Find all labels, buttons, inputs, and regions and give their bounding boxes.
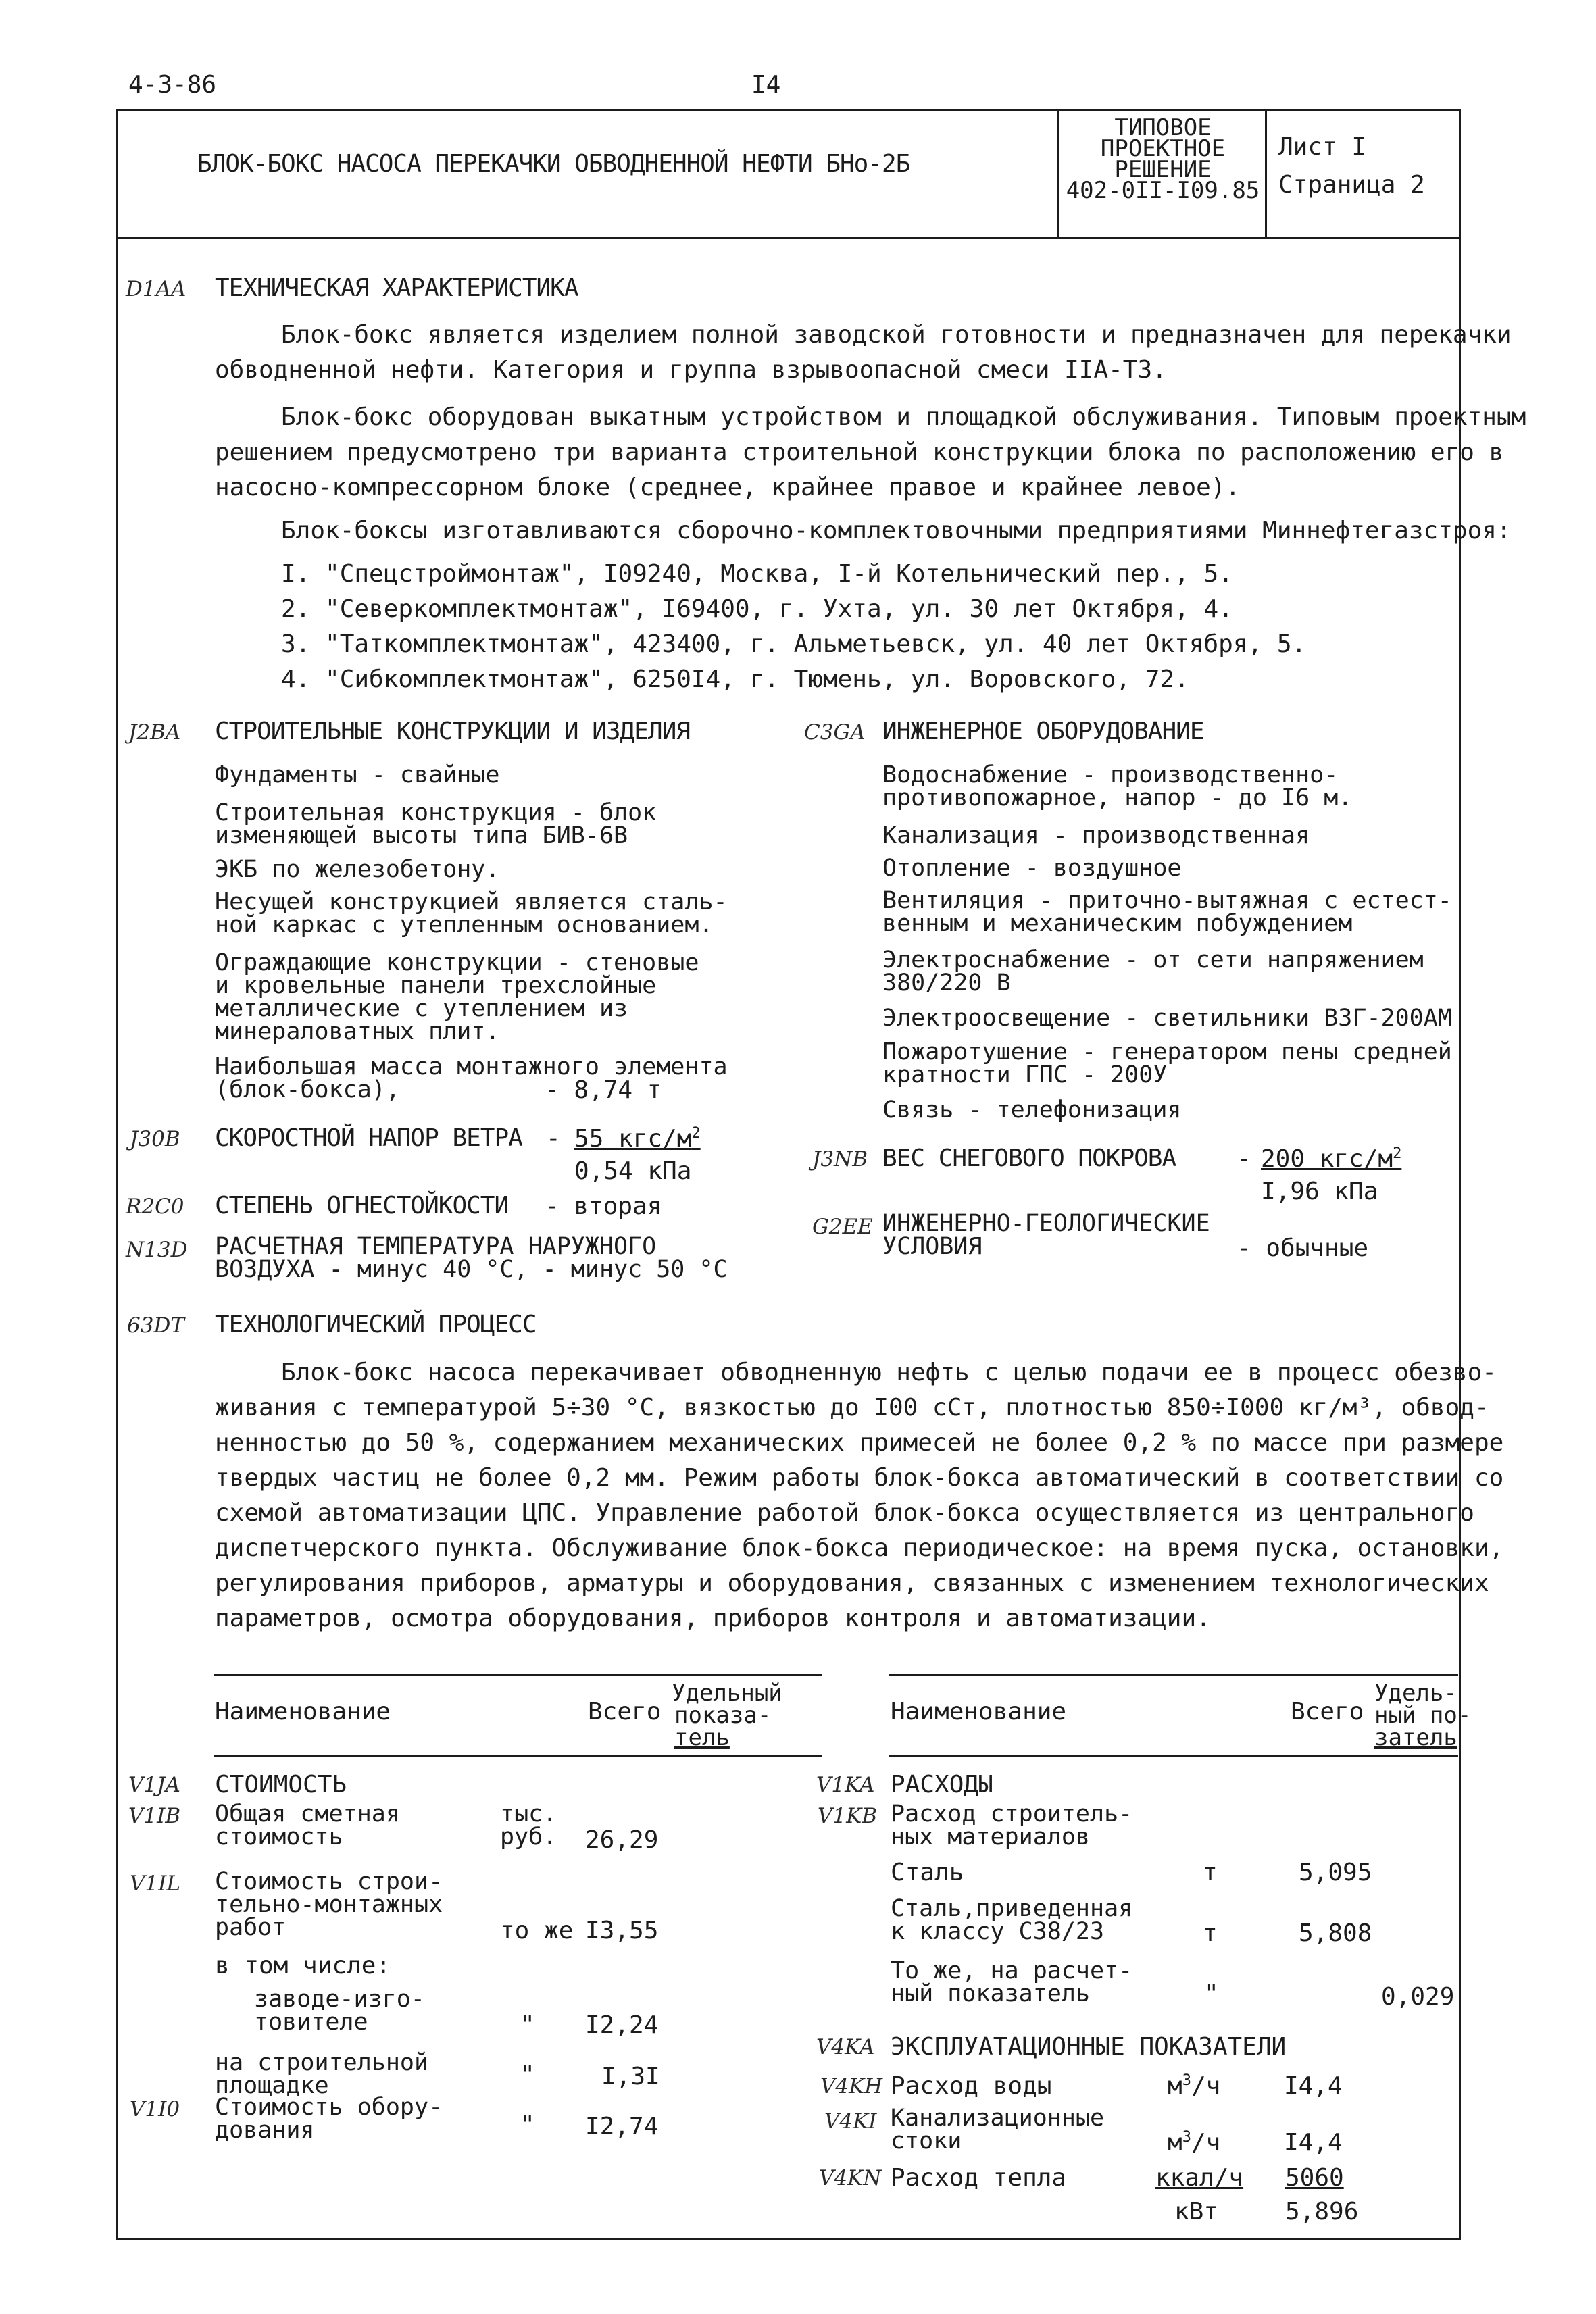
- row-total: I3,55: [585, 1917, 659, 1944]
- text-line: Пожаротушение - генератором пены средней: [882, 1038, 1452, 1065]
- text-line: схемой автоматизации ЦПС. Управление работой блок-бокса осуществляется из центрального: [215, 1499, 1474, 1527]
- section-code: R2C0: [126, 1194, 184, 1219]
- text-line: Наибольшая масса монтажного элемента: [215, 1053, 728, 1080]
- snow-value-kpa: I,96 кПа: [1261, 1178, 1378, 1205]
- text-line: ный по-: [1374, 1702, 1472, 1729]
- row-unit: $м^3/ч$: [1168, 2129, 1221, 2157]
- row-code: V4KH: [820, 2074, 883, 2098]
- text-line: к классу С38/23: [891, 1918, 1105, 1945]
- row-unit: кВт: [1174, 2198, 1219, 2225]
- snow-value: [1261, 1145, 1401, 1174]
- row-total: I2,74: [585, 2113, 659, 2140]
- text-line: ЭКБ по железобетону.: [215, 856, 500, 883]
- row-unit: ": [520, 2011, 535, 2039]
- text-line: Общая сметная: [215, 1801, 400, 1828]
- row-name: [891, 2107, 1104, 2153]
- text-line: кратности ГПС - 200У: [882, 1061, 1168, 1088]
- frame-left: [116, 239, 118, 2239]
- text-line: работ: [215, 1914, 286, 1941]
- text-line: Водоснабжение - производственно-: [882, 761, 1339, 788]
- list-item: 2. "Северкомплектмонтаж", I69400, г. Ухта, ул. 30 лет Октября, 4.: [281, 595, 1233, 623]
- text-line: изменяющей высоты типа БИВ-6В: [215, 822, 628, 849]
- tech-paragraph-1: [215, 318, 1512, 388]
- tech-paragraph-2: [215, 400, 1526, 505]
- row-name: СТОИМОСТЬ: [215, 1771, 347, 1799]
- section-heading: ИНЖЕНЕРНОЕ ОБОРУДОВАНИЕ: [882, 718, 1204, 745]
- text-line: Канализационные: [891, 2105, 1105, 2132]
- text-line: Ограждающие конструкции - стеновые: [215, 949, 699, 976]
- list-item: 3. "Таткомплектмонтаж", 423400, г. Альметьевск, ул. 40 лет Октября, 5.: [281, 630, 1307, 658]
- text-line: Стоимость обору-: [215, 2094, 443, 2121]
- text-line: ной каркас с утепленным основанием.: [215, 911, 714, 938]
- text-line: ных материалов: [891, 1823, 1091, 1851]
- wind-label: СКОРОСТНОЙ НАПОР ВЕТРА: [215, 1124, 522, 1152]
- wind-value-text: 55 кгс/м: [574, 1125, 692, 1153]
- text-line: противопожарное, напор - до I6 м.: [882, 784, 1353, 811]
- text-line: обводненной нефти. Категория и группа взрывоопасной смеси IIА-Т3.: [215, 356, 1167, 384]
- text-line: Расход строитель-: [891, 1801, 1133, 1828]
- text-line: руб.: [500, 1823, 557, 1851]
- text-line: УСЛОВИЯ: [882, 1233, 982, 1260]
- text-line: ВОЗДУХА - минус 40 °С, - минус 50 °С: [215, 1256, 728, 1283]
- text-line: Удель-: [1374, 1680, 1457, 1707]
- row-name: [215, 1801, 400, 1851]
- section-heading: СТРОИТЕЛЬНЫЕ КОНСТРУКЦИИ И ИЗДЕЛИЯ: [215, 718, 690, 745]
- snow-dash: -: [1237, 1145, 1251, 1173]
- project-line: ПРОЕКТНОЕ: [1100, 135, 1226, 162]
- row-code: V1KB: [818, 1804, 878, 1828]
- row-total: 26,29: [585, 1826, 659, 1854]
- text-line: ИНЖЕНЕРНО-ГЕОЛОГИЧЕСКИЕ: [882, 1210, 1210, 1237]
- table-left-top-rule: [214, 1674, 822, 1676]
- table-left-col-specific: [672, 1682, 782, 1749]
- header-title: БЛОК-БОКС НАСОСА ПЕРЕКАЧКИ ОБВОДНЕННОЙ НЕФТИ БНо-2Б: [197, 150, 910, 178]
- text-line: РАСЧЕТНАЯ ТЕМПЕРАТУРА НАРУЖНОГО: [215, 1233, 657, 1260]
- row-code: V4KI: [824, 2109, 877, 2134]
- text-line: металлические с утеплением из: [215, 995, 628, 1022]
- eng-item: [882, 824, 1310, 847]
- text-line: Отопление - воздушное: [882, 855, 1182, 882]
- section-heading: ТЕХНИЧЕСКАЯ ХАРАКТЕРИСТИКА: [215, 274, 578, 302]
- build-item: [215, 801, 656, 847]
- text-line: товителе: [254, 2009, 368, 2036]
- text-line: 380/220 В: [882, 970, 1011, 997]
- section-code: J30B: [130, 1127, 180, 1151]
- text-line: стоимость: [215, 1823, 343, 1851]
- page-label: Страница 2: [1278, 171, 1425, 199]
- table-right-header-rule: [889, 1755, 1458, 1757]
- row-code: V4KA: [816, 2035, 875, 2059]
- text-line: на строительной: [215, 2049, 429, 2076]
- doc-number: 4-3-86: [128, 71, 217, 99]
- text-line: Вентиляция - приточно-вытяжная с естест-: [882, 887, 1452, 914]
- mass-value: - 8,74 т: [545, 1076, 662, 1104]
- text-line: регулирования приборов, арматуры и оборудования, связанных с изменением технологических: [215, 1569, 1489, 1597]
- text-line: То же, на расчет-: [891, 1957, 1133, 1984]
- process-paragraph: [215, 1355, 1503, 1636]
- row-name: [215, 1870, 443, 1939]
- row-unit: $м^3/ч$: [1168, 2072, 1221, 2100]
- row-unit: ": [520, 2061, 535, 2089]
- row-unit: т: [1203, 1859, 1218, 1886]
- row-name: [891, 1801, 1133, 1851]
- row-unit: [500, 1801, 557, 1851]
- table-right-col-total: Всего: [1291, 1698, 1364, 1726]
- sheet-label: Лист I: [1278, 133, 1367, 161]
- fire-value: - вторая: [545, 1192, 662, 1220]
- text-line: и кровельные панели трехслойные: [215, 972, 657, 999]
- eng-item: [882, 1099, 1182, 1122]
- text-line: венным и механическим побуждением: [882, 910, 1353, 937]
- snow-value-text: 200 кгс/м: [1261, 1145, 1393, 1173]
- manufacturer-list: [281, 557, 1306, 697]
- row-unit: ккал/ч: [1155, 2164, 1244, 2192]
- text-line: ненностью до 50 %, содержанием механических примесей не более 0,2 % по массе при размере: [215, 1429, 1504, 1457]
- row-code: V1IL: [130, 1871, 180, 1896]
- row-total: 5,808: [1299, 1919, 1372, 1947]
- build-item: [215, 763, 499, 786]
- wind-value-sup: 2: [691, 1125, 701, 1142]
- text-line: тель: [674, 1724, 730, 1751]
- text-line: Несущей конструкцией является сталь-: [215, 888, 728, 915]
- geo-value: - обычные: [1237, 1234, 1369, 1262]
- list-item: 4. "Сибкомплектмонтаж", 6250I4, г. Тюмень, ул. Воровского, 72.: [281, 665, 1189, 693]
- eng-item: [882, 857, 1182, 880]
- row-name: [215, 2096, 443, 2142]
- row-total: 5,095: [1299, 1859, 1372, 1886]
- table-right-col-name: Наименование: [891, 1698, 1067, 1726]
- row-code: V1JA: [128, 1773, 180, 1797]
- text-line: Стоимость строи-: [215, 1868, 443, 1895]
- text-line: Канализация - производственная: [882, 822, 1310, 849]
- text-line: Блок-бокс оборудован выкатным устройством и площадкой обслуживания. Типовым проектным: [281, 403, 1526, 431]
- build-item: [215, 951, 699, 1043]
- row-total: I4,4: [1284, 2129, 1343, 2157]
- text-line: стоки: [891, 2128, 962, 2155]
- wind-value-kpa: 0,54 кПа: [574, 1157, 692, 1185]
- row-total: I,3I: [601, 2063, 660, 2090]
- row-specific: 0,029: [1381, 1983, 1455, 2011]
- wind-dash: -: [546, 1125, 561, 1153]
- text-line: тельно-монтажных: [215, 1891, 443, 1918]
- row-name: [254, 1988, 425, 2034]
- section-code: N13D: [126, 1238, 188, 1262]
- text-line: площадке: [215, 2072, 329, 2099]
- text-line: Удельный: [672, 1680, 782, 1707]
- wind-value: [574, 1124, 701, 1153]
- text-line: Блок-бокс является изделием полной заводской готовности и предназначен для перекачки: [281, 321, 1512, 349]
- project-line: ТИПОВОЕ: [1114, 114, 1212, 141]
- row-total: 5060: [1285, 2164, 1344, 2192]
- table-left-col-total: Всего: [588, 1698, 662, 1726]
- eng-item: [882, 1007, 1452, 1030]
- snow-label: ВЕС СНЕГОВОГО ПОКРОВА: [882, 1145, 1176, 1172]
- row-unit: ": [1204, 1980, 1219, 2008]
- text-line: Электроосвещение - светильники ВЗГ-200АМ: [882, 1005, 1452, 1032]
- page-number: I4: [751, 71, 781, 99]
- text-line: живания с температурой 5÷30 °С, вязкостью до I00 сСт, плотностью 850÷I000 кг/м³, обвод-: [215, 1394, 1489, 1422]
- row-name: Сталь: [891, 1859, 964, 1886]
- header-divider-1: [1057, 109, 1059, 239]
- section-code: C3GA: [804, 720, 866, 745]
- row-name: ЭКСПЛУАТАЦИОННЫЕ ПОКАЗАТЕЛИ: [891, 2033, 1287, 2061]
- text-line: Строительная конструкция - блок: [215, 799, 657, 826]
- project-line: РЕШЕНИЕ: [1114, 156, 1212, 183]
- eng-item: [882, 763, 1352, 809]
- row-total: I2,24: [585, 2011, 659, 2039]
- text-line: тыс.: [500, 1801, 557, 1828]
- section-code: 63DT: [127, 1313, 184, 1338]
- text-line: насосно-компрессорном блоке (среднее, крайнее правое и крайнее левое).: [215, 474, 1241, 501]
- text-line: дования: [215, 2117, 315, 2144]
- eng-item: [882, 949, 1424, 995]
- snow-value-sup: 2: [1393, 1145, 1402, 1162]
- frame-bottom: [116, 2238, 1461, 2240]
- text-line: затель: [1374, 1724, 1457, 1751]
- table-right-col-specific: [1374, 1682, 1471, 1749]
- row-name: [215, 2051, 428, 2097]
- row-code: V1KA: [816, 1773, 875, 1797]
- row-name: Расход тепла: [891, 2164, 1067, 2192]
- text-line: Блок-бокс насоса перекачивает обводненную нефть с целью подачи ее в процесс обезво-: [281, 1359, 1497, 1386]
- text-line: твердых частиц не более 0,2 мм. Режим работы блок-бокса автоматический в соответствии со: [215, 1464, 1504, 1492]
- text-line: Связь - телефонизация: [882, 1097, 1182, 1124]
- section-code: G2EE: [812, 1215, 873, 1239]
- fire-label: СТЕПЕНЬ ОГНЕСТОЙКОСТИ: [215, 1192, 509, 1219]
- text-line: (блок-бокса),: [215, 1076, 400, 1103]
- section-heading: ТЕХНОЛОГИЧЕСКИЙ ПРОЦЕСС: [215, 1311, 537, 1338]
- tech-paragraph-3: Блок-боксы изготавливаются сборочно-комплектовочными предприятиями Миннефтегазстроя:: [281, 517, 1512, 545]
- row-code: V1IB: [128, 1804, 181, 1828]
- text-line: минераловатных плит.: [215, 1018, 500, 1045]
- row-unit: то же: [500, 1917, 574, 1944]
- section-code: J2BA: [128, 720, 181, 745]
- build-item: [215, 890, 728, 936]
- row-name: Расход воды: [891, 2072, 1052, 2100]
- row-name: [891, 1897, 1132, 1943]
- table-left-col-name: Наименование: [215, 1698, 391, 1726]
- text-line: Электроснабжение - от сети напряжением: [882, 947, 1424, 974]
- eng-item: [882, 889, 1452, 935]
- text-line: заводе-изго-: [254, 1986, 425, 2013]
- row-unit: ": [520, 2111, 535, 2139]
- text-line: решением предусмотрено три варианта строительной конструкции блока по расположению его в: [215, 438, 1504, 466]
- row-total: 5,896: [1285, 2198, 1359, 2225]
- header-divider-2: [1265, 109, 1267, 239]
- text-line: диспетчерского пункта. Обслуживание блок-бокса периодическое: на время пуска, остановки,: [215, 1534, 1504, 1562]
- table-left-header-rule: [214, 1755, 822, 1757]
- text-line: параметров, осмотра оборудования, приборов контроля и автоматизации.: [215, 1605, 1211, 1632]
- eng-item: [882, 1040, 1452, 1086]
- project-number: 402-0II-I09.85: [1066, 177, 1260, 204]
- geo-label: [882, 1212, 1210, 1258]
- row-code: V1I0: [130, 2097, 180, 2121]
- text-line: ный показатель: [891, 1980, 1091, 2007]
- text-line: Фундаменты - свайные: [215, 761, 500, 788]
- row-name: в том числе:: [215, 1952, 391, 1980]
- table-right-top-rule: [889, 1674, 1458, 1676]
- section-code: J3NB: [812, 1147, 868, 1172]
- text-line: показа-: [674, 1702, 772, 1729]
- build-item: [215, 858, 499, 881]
- section-code: D1AA: [126, 277, 186, 301]
- row-code: V4KN: [819, 2166, 882, 2190]
- row-name: [891, 1959, 1132, 2005]
- text-line: Сталь,приведенная: [891, 1895, 1133, 1922]
- air-temp: [215, 1235, 728, 1281]
- row-total: I4,4: [1284, 2072, 1343, 2100]
- row-unit: т: [1203, 1919, 1218, 1947]
- project-block: [1062, 114, 1264, 204]
- list-item: I. "Спецстроймонтаж", I09240, Москва, I-й Котельнический пер., 5.: [281, 560, 1233, 588]
- row-name: РАСХОДЫ: [891, 1771, 993, 1799]
